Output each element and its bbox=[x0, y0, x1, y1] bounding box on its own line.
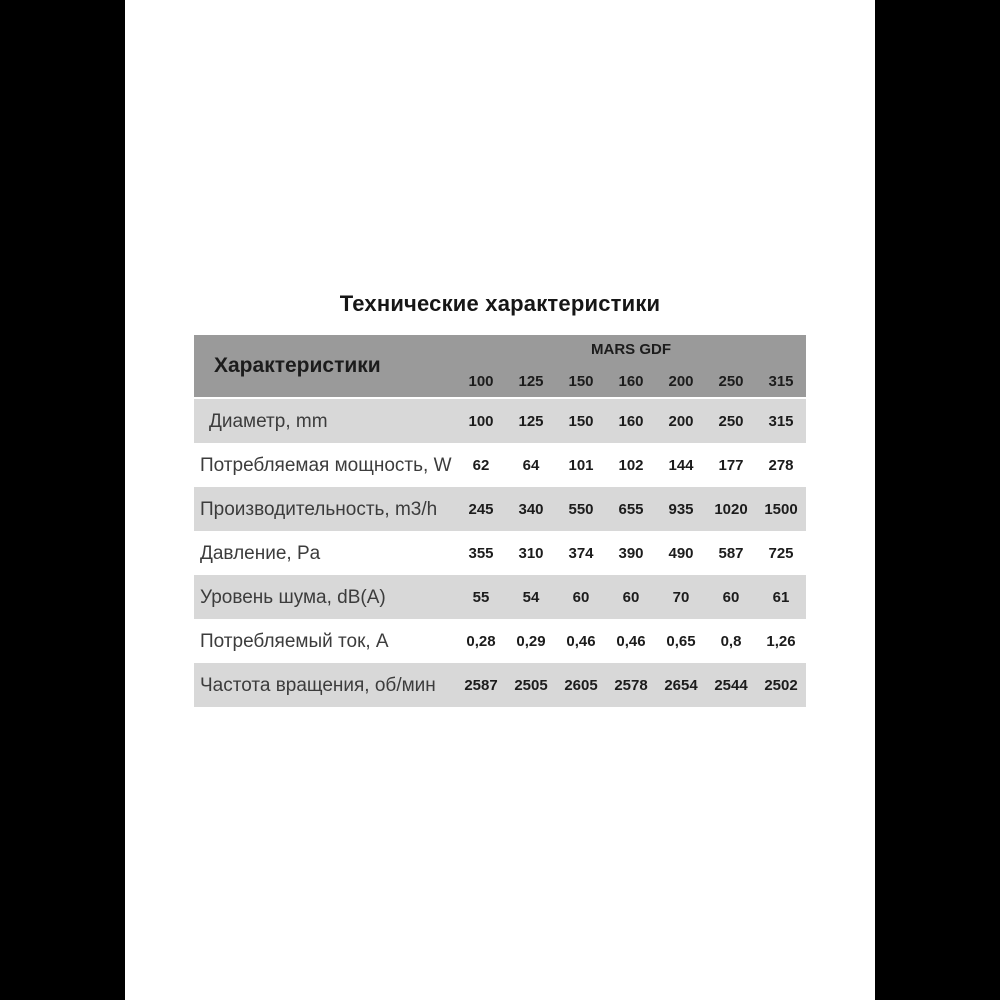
page-title: Технические характеристики bbox=[339, 291, 661, 316]
row-value: 655 bbox=[618, 500, 644, 518]
row-value: 2544 bbox=[714, 676, 748, 694]
row-value: 70 bbox=[672, 588, 690, 606]
row-value: 310 bbox=[518, 544, 544, 562]
header-size-250: 250 bbox=[718, 373, 744, 390]
row-value: 1020 bbox=[714, 500, 748, 518]
row-value: 62 bbox=[472, 456, 490, 474]
row-value: 1500 bbox=[764, 500, 798, 518]
row-value: 64 bbox=[522, 456, 540, 474]
row-value: 0,28 bbox=[466, 632, 496, 650]
row-value: 60 bbox=[622, 588, 640, 606]
row-value: 54 bbox=[522, 588, 540, 606]
table-body bbox=[194, 399, 806, 707]
row-value: 2587 bbox=[464, 676, 498, 694]
row-value: 144 bbox=[668, 456, 694, 474]
row-value: 200 bbox=[668, 412, 694, 430]
row-value: 0,8 bbox=[720, 632, 742, 650]
row-value: 2505 bbox=[514, 676, 548, 694]
row-value: 177 bbox=[718, 456, 744, 474]
header-characteristics-label: Характеристики bbox=[214, 354, 381, 377]
row-value: 125 bbox=[518, 412, 544, 430]
row-label: Частота вращения, об/мин bbox=[200, 674, 436, 696]
header-size-row bbox=[456, 373, 806, 390]
table-row bbox=[194, 531, 806, 575]
row-value: 587 bbox=[718, 544, 744, 562]
row-value: 374 bbox=[568, 544, 594, 562]
row-value: 150 bbox=[568, 412, 594, 430]
row-value: 278 bbox=[768, 456, 794, 474]
row-value: 725 bbox=[768, 544, 794, 562]
header-size-200: 200 bbox=[668, 373, 694, 390]
row-value: 101 bbox=[568, 456, 594, 474]
header-model-group bbox=[456, 335, 806, 397]
row-value: 0,46 bbox=[566, 632, 596, 650]
row-value: 2502 bbox=[764, 676, 798, 694]
specs-table bbox=[194, 335, 806, 707]
header-size-125: 125 bbox=[518, 373, 544, 390]
row-value: 250 bbox=[718, 412, 744, 430]
row-value: 355 bbox=[468, 544, 494, 562]
row-label: Диаметр, mm bbox=[209, 410, 328, 432]
row-label: Производительность, m3/h bbox=[200, 498, 438, 520]
row-value: 0,46 bbox=[616, 632, 646, 650]
table-row bbox=[194, 663, 806, 707]
row-value: 1,26 bbox=[766, 632, 796, 650]
row-value: 55 bbox=[472, 588, 490, 606]
row-label: Потребляемая мощность, W bbox=[200, 454, 452, 476]
row-value: 0,29 bbox=[516, 632, 546, 650]
row-value: 245 bbox=[468, 500, 494, 518]
row-value: 100 bbox=[468, 412, 494, 430]
table-row bbox=[194, 487, 806, 531]
row-value: 490 bbox=[668, 544, 694, 562]
table-header-row bbox=[194, 335, 806, 399]
header-size-150: 150 bbox=[568, 373, 594, 390]
table-row bbox=[194, 619, 806, 663]
header-size-100: 100 bbox=[468, 373, 494, 390]
row-value: 340 bbox=[518, 500, 544, 518]
row-value: 61 bbox=[772, 588, 790, 606]
row-value: 60 bbox=[722, 588, 740, 606]
row-value: 60 bbox=[572, 588, 590, 606]
row-value: 390 bbox=[618, 544, 644, 562]
right-black-bar bbox=[875, 0, 1000, 1000]
table-row bbox=[194, 443, 806, 487]
row-label: Потребляемый ток, А bbox=[200, 630, 389, 652]
row-value: 315 bbox=[768, 412, 794, 430]
row-value: 2578 bbox=[614, 676, 648, 694]
row-value: 2654 bbox=[664, 676, 698, 694]
row-label: Уровень шума, dB(A) bbox=[200, 586, 386, 608]
row-value: 160 bbox=[618, 412, 644, 430]
row-value: 102 bbox=[618, 456, 644, 474]
left-black-bar bbox=[0, 0, 125, 1000]
header-size-315: 315 bbox=[768, 373, 794, 390]
row-label: Давление, Pa bbox=[200, 542, 321, 564]
row-value: 0,65 bbox=[666, 632, 696, 650]
row-value: 2605 bbox=[564, 676, 598, 694]
header-model-name: MARS GDF bbox=[591, 341, 671, 358]
row-value: 935 bbox=[668, 500, 694, 518]
table-row bbox=[194, 575, 806, 619]
row-value: 550 bbox=[568, 500, 594, 518]
table-row bbox=[194, 399, 806, 443]
header-size-160: 160 bbox=[618, 373, 644, 390]
